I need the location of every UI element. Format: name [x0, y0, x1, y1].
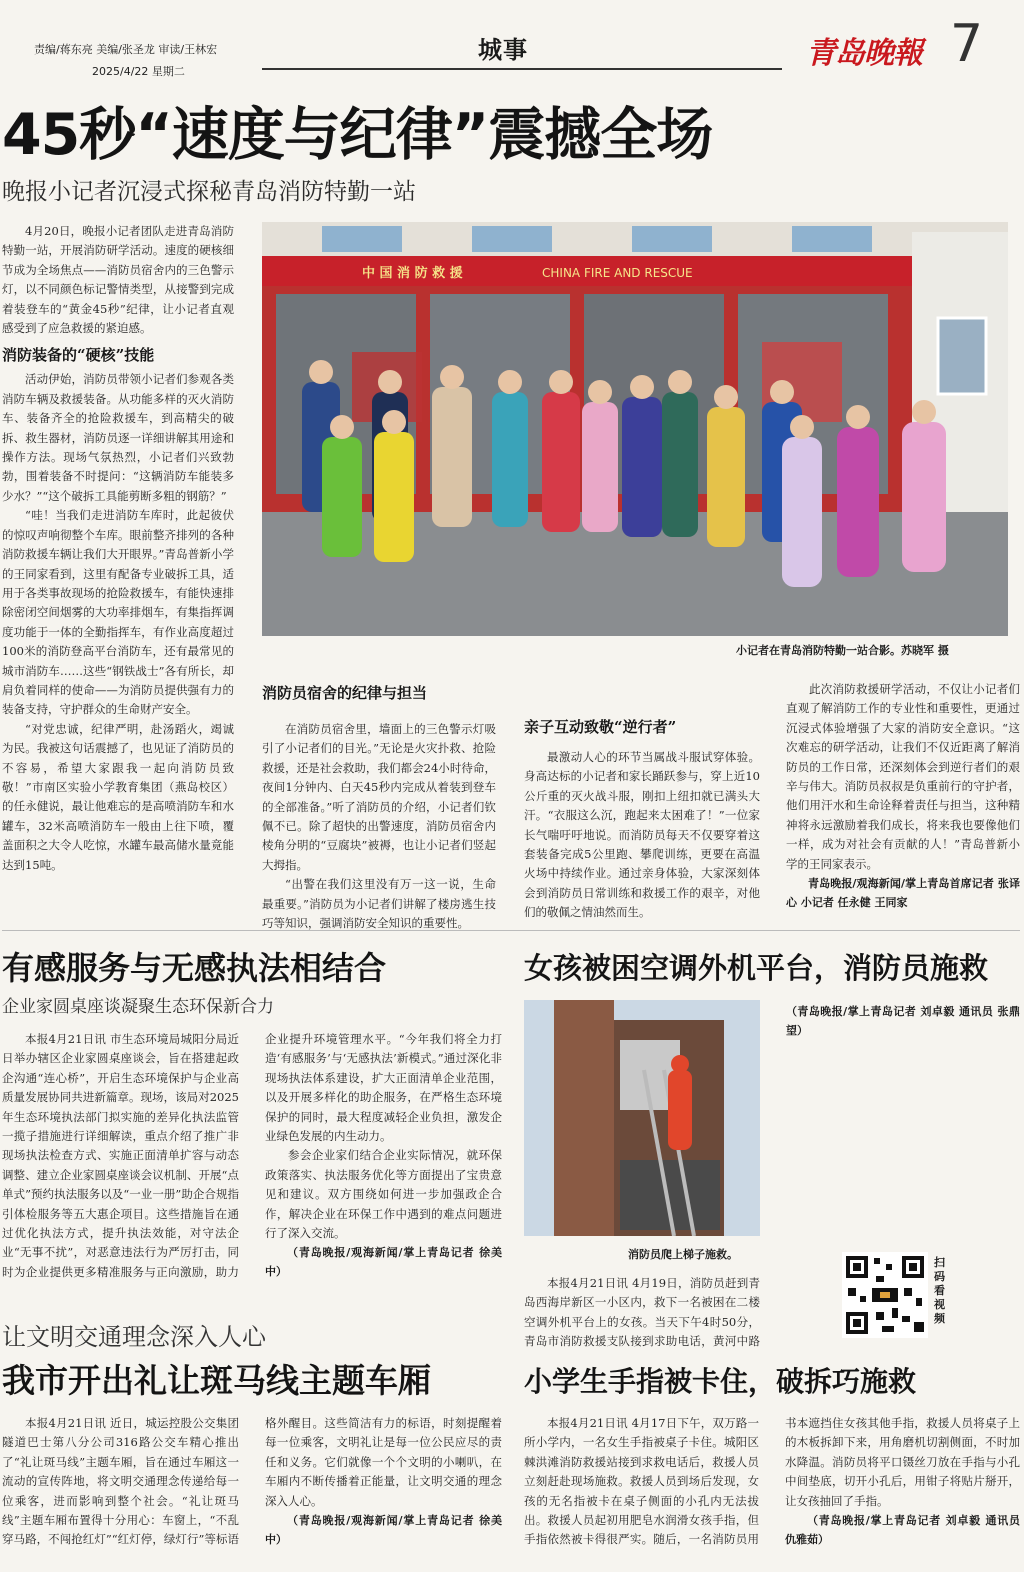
article1-lead: 4月20日，晚报小记者团队走进青岛消防特勤一站，开展消防研学活动。速度的硬核细节成为全场焦点——消防员宿舍内的三色警示灯，以不同颜色标记警情类型，从接警到完成着装登车的“黄金45秒”纪律，让小记者直观感受到了应急救援的紧迫感。	[2, 224, 234, 336]
newspaper-logo: 青岛晚報	[806, 36, 922, 71]
article2-subtitle: 企业家圆桌座谈凝聚生态环保新合力	[2, 997, 274, 1017]
section-name: 城事	[478, 36, 528, 64]
rescue-illustration	[524, 1000, 760, 1236]
section2-paragraph-2: “出警在我们这里没有万一这一说，生命最重要。”消防员为小记者们讲解了楼房逃生技巧等知识，强调消防安全知识的重要性。	[262, 877, 496, 931]
station-sign-cn: 中 国 消 防 救 援	[362, 266, 463, 281]
article1-right-column	[786, 680, 1020, 912]
article2-paragraph-2: 参会企业家们结合企业实际情况，就环保政策落实、执法服务优化等方面提出了宝贵意见和建议。双方围绕如何进一步加强政企合作，解决企业在环保工作中遇到的难点问题进行了深入交流。	[265, 1148, 502, 1241]
qr-code[interactable]	[842, 1252, 928, 1338]
article4-paragraph-1: 本报4月21日讯 近日，城运控股公交集团隧道巴士第八分公司316路公交车精心推出了“礼让斑马线”主题车厢，旨在通过车厢这一流动的宣传阵地，将文明交通理念传递给每一位乘客，进而影响到整个社会。“礼让斑马线”主题车厢布置得十分用心：车窗上，“不乱穿马路，不闯抢红灯”“红灯停，绿灯行”等标语格外醒目。这些简洁有力的标语，时刻提醒着每一位乘客，文明礼让是每一位公民应尽的责任和义务。它们就像一个个文明的小喇叭，在车厢内不断传播着正能量，让文明交通的理念深入人心。	[2, 1416, 502, 1547]
article3-paragraph-1: 本报4月21日讯 4月19日，消防员赶到青岛西海岸新区一小区内，救下一名被困在二楼空调外机平台上的女孩。当天下午4时50分，青岛市消防救援支队接到求助电话，黄河中路	[524, 1276, 760, 1349]
section1-heading: 消防装备的“硬核”技能	[2, 346, 155, 365]
article1-left-column	[2, 222, 234, 875]
section1-paragraph-1: 活动伊始，消防员带领小记者们参观各类消防车辆及救援装备。从功能多样的灭火消防车、装备齐全的抢险救援车，到高精尖的破拆、救生器材，消防员逐一详细讲解其用途和操作方法。现场气氛热烈，小记者们兴致勃勃，围着装备不时提问：“这辆消防车能装多少水？”“这个破拆工具能剪断多粗的钢筋？”	[2, 372, 234, 503]
station-sign-en: CHINA FIRE AND RESCUE	[542, 266, 693, 280]
editor-credits: 责编/蒋东亮 美编/张圣龙 审读/王林宏	[34, 43, 218, 56]
article1-middle-column	[262, 672, 496, 933]
article3-body-right	[786, 1000, 1020, 1232]
article2-body	[2, 1030, 502, 1300]
article2-byline: （青岛晚报/观海新闻/掌上青岛记者 徐美中）	[265, 1246, 502, 1279]
group-photo	[262, 222, 1008, 636]
article2-title: 有感服务与无感执法相结合	[2, 949, 387, 987]
article3-byline: （青岛晚报/掌上青岛记者 刘卓毅 通讯员 张鼎望）	[786, 1005, 1020, 1037]
article5-paragraph-1: 本报4月21日讯 4月17日下午，双万路一所小学内，一名女生手指被桌子卡住。城阳区棘洪滩消防救援站接到求救电话后，救援人员立刻赶赴现场施救。救援人员到场后发现，女孩的无名指被卡在桌子侧面的小孔内无法拔出。救援人员起初用肥皂水润滑女孩手指，但手指依然被卡得很严实。随后，一名消防员用书本遮挡住女孩其他手指，救援人员将桌子上的木板拆卸下来，用角磨机切割侧面，不时加水降温。消防员将平口镊丝刀放在手指与小孔中间垫底，切开小孔后，用钳子将贴片掰开，让女孩抽回了手指。	[524, 1416, 1020, 1547]
qr-code-icon	[842, 1252, 928, 1338]
firefighter-figure	[668, 1070, 692, 1150]
article2-paragraph-1: 本报4月21日讯 市生态环境局城阳分局近日举办辖区企业家圆桌座谈会，旨在搭建起政企沟通“连心桥”，开启生态环境保护与企业高质量发展协同共进新篇章。现场，该局对2025年生态环境执法部门拟实施的差异化执法监管一揽子措施进行详细解读，重点介绍了推广非现场执法检查方式、实施正面清单扩容与动态调整、建立企业家圆桌座谈会议机制、开展“点单式”预约执法服务以及“一业一册”助企合规指引体检服务等五大惠企项目。这些措施旨在通过优化执法方式，提升执法效能，对守法企业“无事不扰”，对恶意违法行为严厉打击，同时为企业提供更多精准服务与正向激励，助力企业提升环境管理水平。“今年我们将全力打造‘有感服务’与‘无感执法’新模式。”通过深化非现场执法体系建设，扩大正面清单企业范围，以及开展多样化的助企服务，在严格生态环境保护的同时，最大程度减轻企业负担，激发企业绿色发展的内生动力。	[2, 1032, 502, 1279]
article4-title: 我市开出礼让斑马线主题车厢	[2, 1361, 431, 1400]
article3-body-left	[524, 1274, 760, 1352]
divider	[2, 930, 1020, 931]
article5-title: 小学生手指被卡住，破拆巧施救	[524, 1365, 917, 1398]
section3-paragraph-1: 最激动人心的环节当属战斗服试穿体验。身高达标的小记者和家长踊跃参与，穿上近10公斤重的灭火战斗服，刚扣上纽扣就已满头大汗。“衣服这么沉，跑起来太困难了！”一位家长气喘吁吁地说。而消防员每天不仅要穿着这套装备完成5公里跑、攀爬训练，更要在高温火场中持续作业。通过亲身体验，大家深刻体会到消防员日常训练和救援工作的艰辛，对他们的敬佩之情油然而生。	[524, 750, 760, 920]
group-photo-caption: 小记者在青岛消防特勤一站合影。苏晓军 摄	[736, 644, 949, 657]
qr-label: 扫码看视频	[934, 1256, 945, 1325]
fire-station-illustration	[262, 222, 1008, 636]
article1-title: 45秒“速度与纪律”震撼全场	[2, 102, 713, 168]
article1-byline: 青岛晚报/观海新闻/掌上青岛首席记者 张译心 小记者 任永健 王同家	[786, 877, 1020, 910]
article5-byline: （青岛晚报/掌上青岛记者 刘卓毅 通讯员 仇雅茹）	[785, 1514, 1020, 1547]
rescue-photo	[524, 1000, 760, 1236]
page-number: 7	[950, 14, 984, 74]
article3-title: 女孩被困空调外机平台，消防员施救	[524, 951, 989, 985]
article4-byline: （青岛晚报/观海新闻/掌上青岛记者 徐美中）	[265, 1514, 502, 1547]
section3-heading: 亲子互动致敬“逆行者”	[524, 718, 677, 736]
article4-kicker: 让文明交通理念深入人心	[2, 1323, 266, 1351]
header-rule	[262, 68, 782, 70]
article1-right-middle-column	[524, 716, 760, 923]
article5-body	[524, 1414, 1020, 1568]
section2-paragraph-1: 在消防员宿舍里，墙面上的三色警示灯吸引了小记者们的目光。”无论是火灾扑救、抢险救援，还是社会救助，我们都会24小时待命，夜间1分钟内、白天45秒内完成从着装到登车的全部准备。”听了消防员的介绍，小记者们钦佩不已。除了超快的出警速度，消防员宿舍内棱角分明的“豆腐块”被褥，也让小记者们竖起大拇指。	[262, 722, 496, 872]
issue-date: 2025/4/22 星期二	[92, 65, 185, 78]
section1-paragraph-2: “哇！当我们走进消防车库时，此起彼伏的惊叹声响彻整个车库。眼前整齐排列的各种消防救援车辆让我们大开眼界。”青岛普新小学的王同家看到，这里有配备专业破拆工具，适用于各类事故现场的抢险救援车，有能快速排除密闭空间烟雾的大功率排烟车，有集指挥调度功能于一体的全勤指挥车，有作业高度超过100米的消防登高平台消防车，还有最常见的城市消防车……这些“钢铁战士”各有所长，却肩负着同样的使命——为消防员提供强有力的装备支持，守护群众的生命财产安全。	[2, 508, 234, 717]
article1-subtitle: 晚报小记者沉浸式探秘青岛消防特勤一站	[2, 179, 416, 205]
article4-body	[2, 1414, 502, 1568]
section1-paragraph-3: “对党忠诚，纪律严明，赴汤蹈火，竭诚为民。我被这句话震撼了，也见证了消防员的不容易，希望大家跟我一起向消防员致敬！”市南区实验小学教育集团（燕岛校区）的任永健说，最让他难忘的是高喷消防车和水罐车，32米高喷消防车一般由上往下喷，覆盖面积之大令人吃惊，水罐车最高储水量竟能达到15吨。	[2, 721, 234, 872]
rescue-photo-caption: 消防员爬上梯子施救。	[628, 1248, 738, 1261]
section2-heading: 消防员宿舍的纪律与担当	[262, 684, 428, 702]
section3-paragraph-2: 此次消防救援研学活动，不仅让小记者们直观了解消防工作的专业性和重要性，更通过沉浸式体验增强了大家的消防安全意识。“这次难忘的研学活动，让我们不仅近距离了解消防员的工作日常，还深刻体会到逆行者们的艰辛与伟大。消防员叔叔是负重前行的守护者，他们用汗水和生命诠释着责任与担当，这种精神将永远激励着我们成长，将来我也要像他们一样，成为对社会有贡献的人！”青岛普新小学的王同家表示。	[786, 682, 1020, 871]
